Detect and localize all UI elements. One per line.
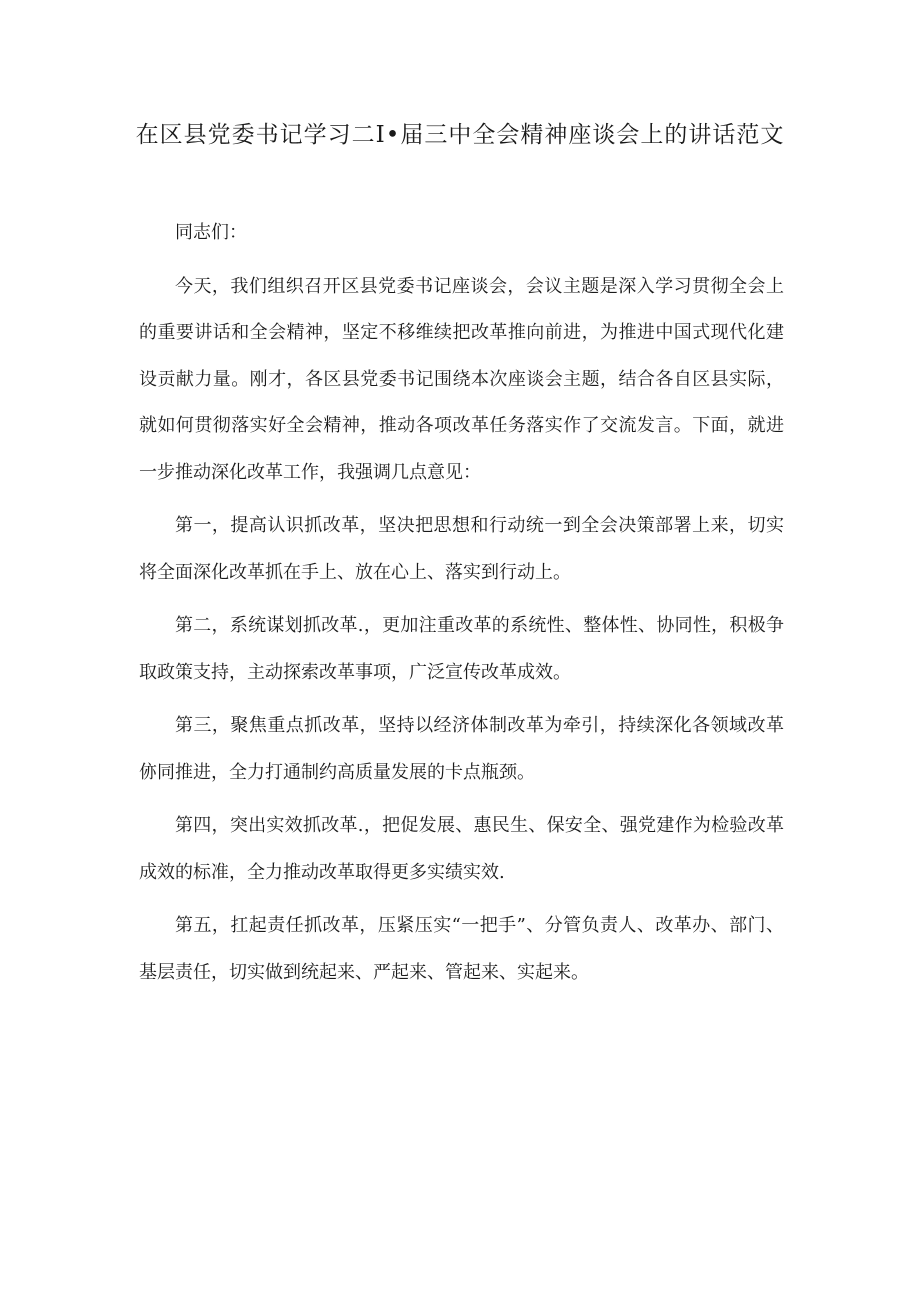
paragraph-intro: 今天，我们组织召开区县党委书记座谈会，会议主题是深入学习贯彻全会上的重要讲话和全会精神，坚定不移维续把改革推向前进，为推进中国式现代化建设贡献力量。刚才，各区县党委书记围绕本次座谈会主题，结合各自区县实际，就如何贯彻落实好全会精神，推动各项改革任务落实作了交流发言。下面，就进一步推动深化改革工作，我强调几点意见： [139, 275, 784, 483]
paragraph-point-3: 第三，聚焦重点抓改革，坚持以经济体制改革为牵引，持续深化各领域改革㑊同推进，全力打通制约高质量发展的卡点瓶颈。 [139, 715, 784, 783]
paragraph-point-2: 第二，系统谋划抓改革.，更加注重改革的系统性、整体性、协同性，积极争取政策支持，主动探索改革事项，广泛宣传改革成效。 [139, 615, 784, 683]
document-body [139, 210, 784, 1003]
paragraph-point-5: 第五，扛起责任抓改革，压紧压实“一把手”、分管负责人、改革办、部门、基层责任，切实做到统起来、严起来、管起来、实起来。 [139, 915, 784, 983]
paragraph-point-1: 第一，提高认识抓改革，坚决把思想和行动统一到全会决策部署上来，切实将全面深化改革抓在手上、放在心上、落实到行动上。 [139, 515, 784, 583]
document-title: 在区县党委书记学习二Ⅰ•届三中全会精神座谈会上的讲话范文 [135, 122, 785, 148]
salutation: 同志们： [175, 222, 247, 243]
paragraph-point-4: 第四，突出实效抓改革.，把促发展、惠民生、保安全、强党建作为检验改革成效的标准，全力推动改革取得更多实绩实效. [139, 815, 784, 883]
